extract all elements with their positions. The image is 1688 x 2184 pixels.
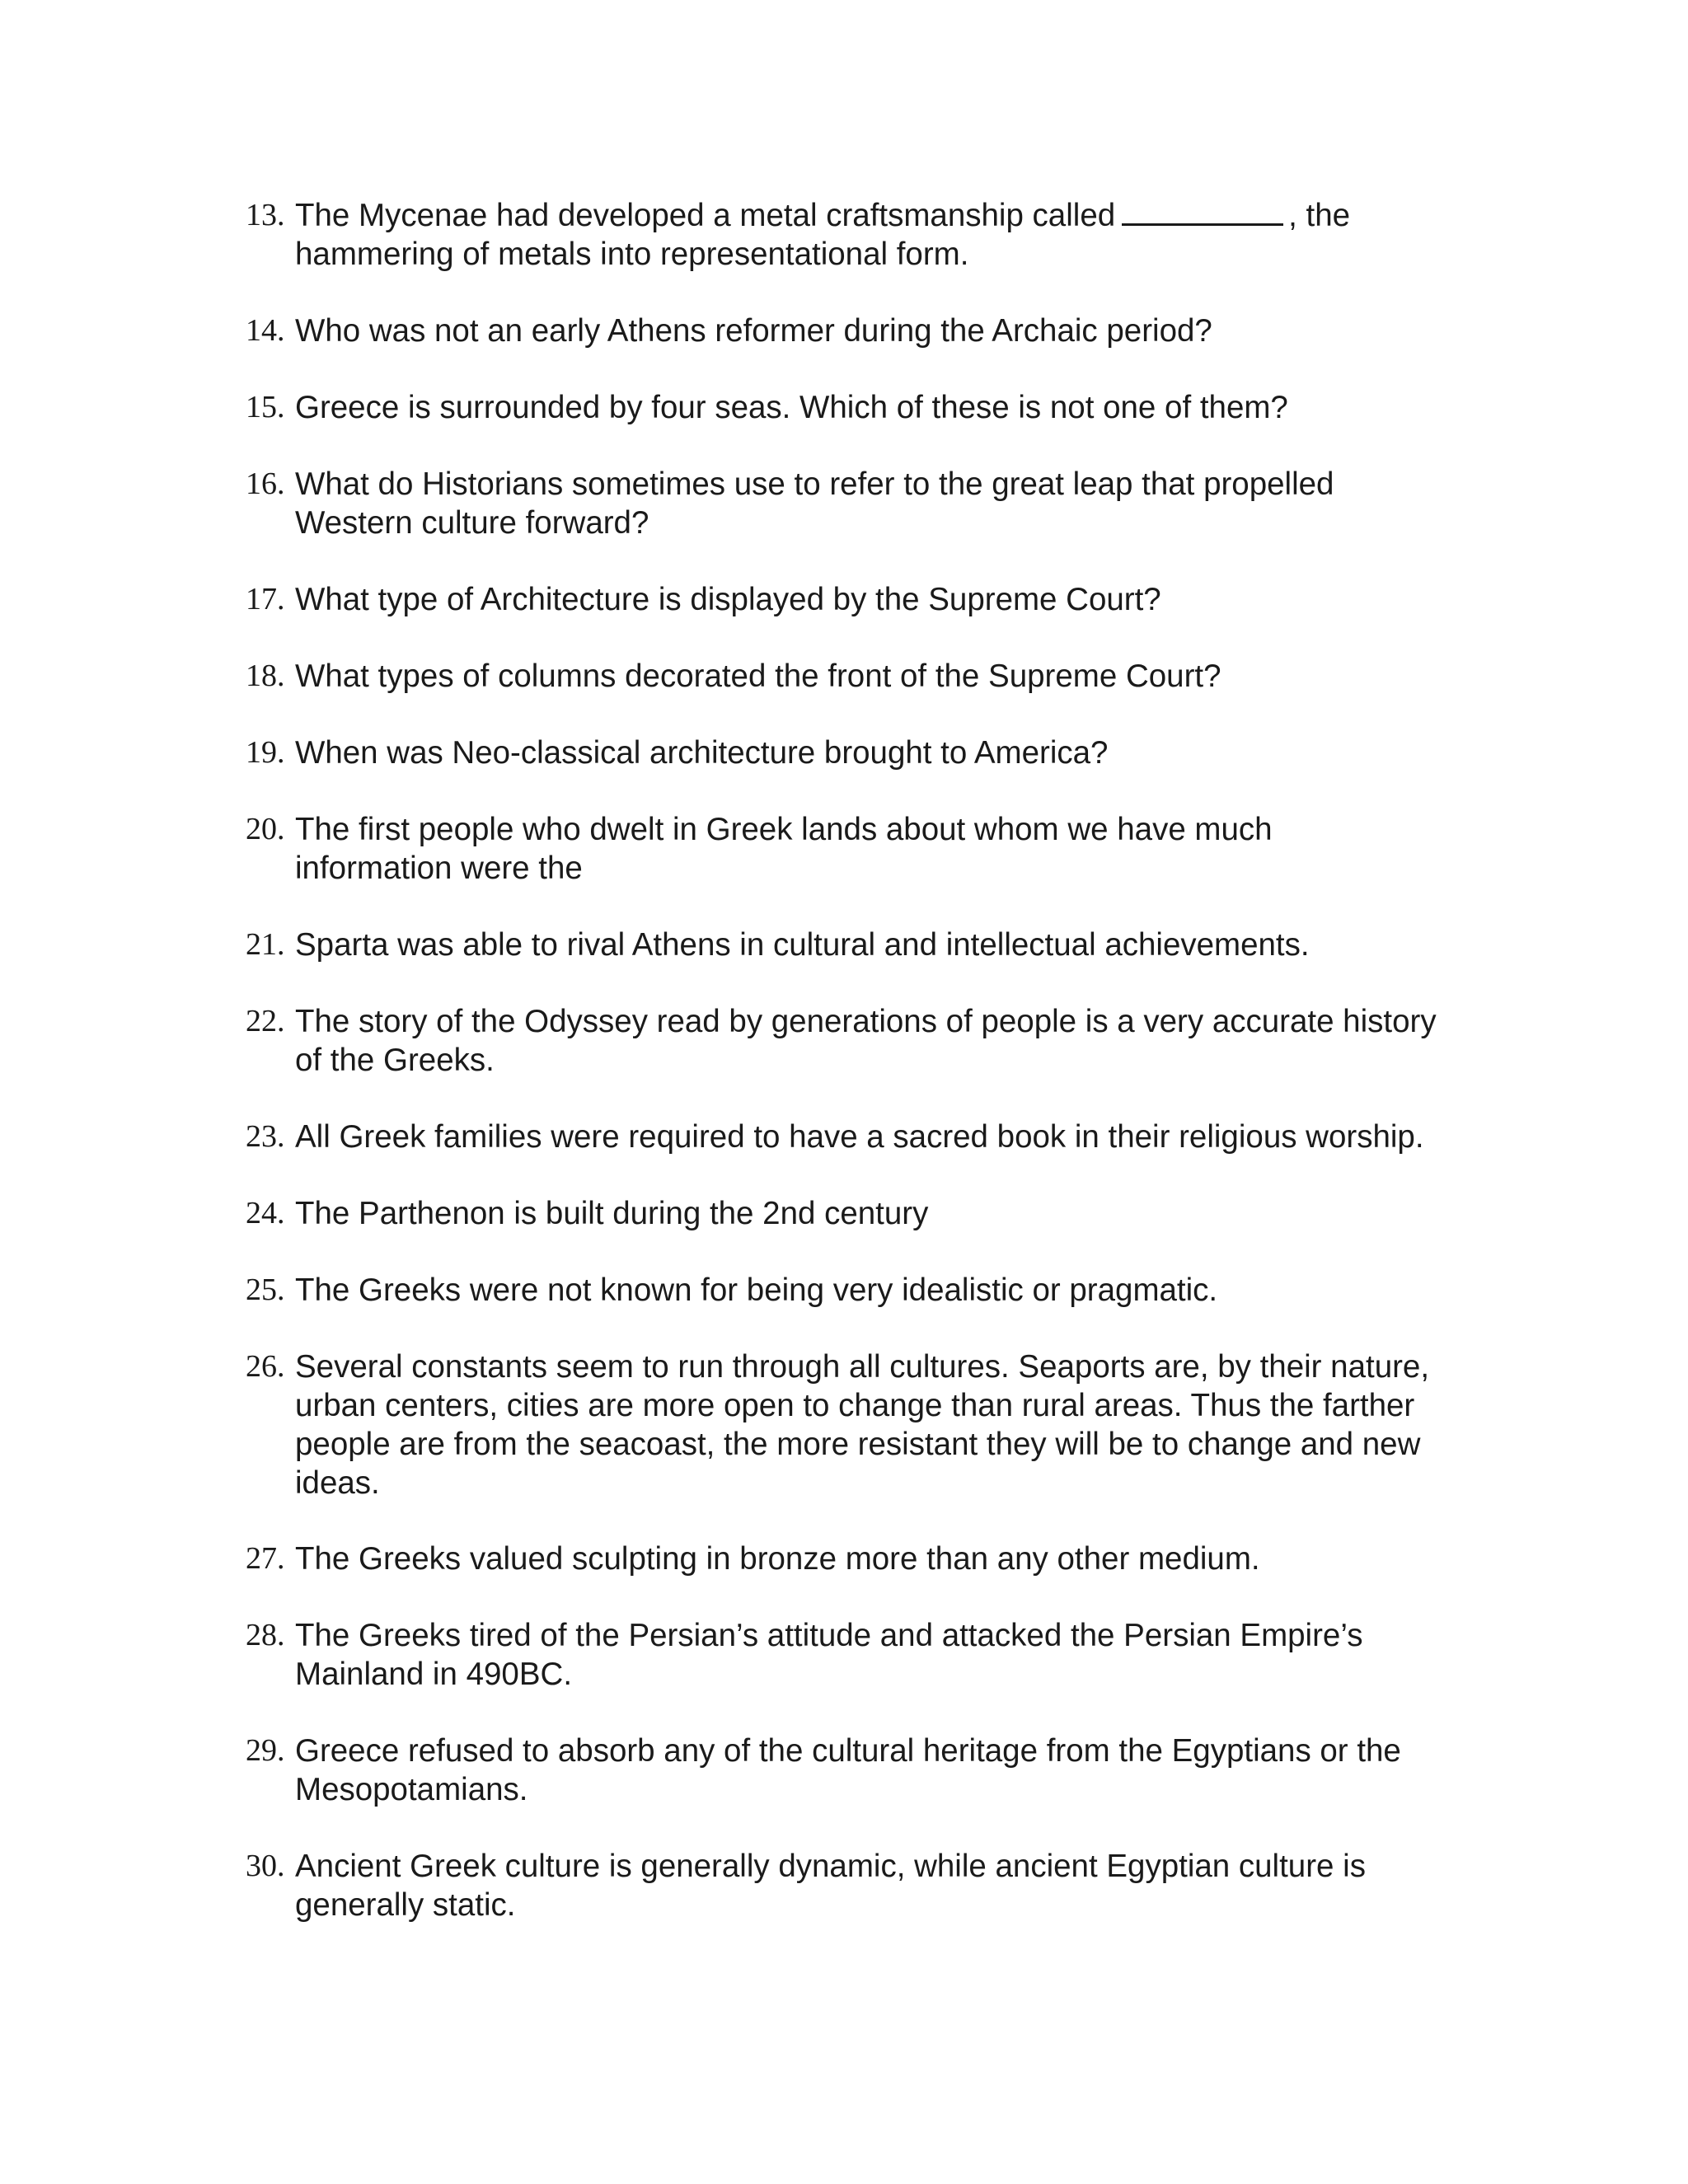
question-text [295,388,1474,427]
question-text [295,1616,1474,1694]
question-line: What do Historians sometimes use to refer to the great leap that propelled [295,466,1334,502]
question-text [295,657,1474,696]
question-text [295,1347,1474,1502]
question-number: 16. [246,466,285,501]
question-line: Ancient Greek culture is generally dynamic, while ancient Egyptian culture is [295,1849,1366,1884]
question-number: 29. [246,1733,285,1768]
question-text [295,465,1474,542]
question-line: Western culture forward? [295,505,649,541]
question-line: hammering of metals into representational form. [295,237,969,272]
question-line: Who was not an early Athens reformer during the Archaic period? [295,313,1212,349]
question-number: 30. [246,1849,285,1883]
question-number: 21. [246,927,285,962]
question-number: 23. [246,1119,285,1154]
question-line: Several constants seem to run through all cultures. Seaports are, by their nature, [295,1349,1430,1385]
question-text [295,1118,1474,1156]
question-line: of the Greeks. [295,1043,495,1078]
question-text [295,1271,1474,1310]
question-line: When was Neo-classical architecture brought to America? [295,735,1109,771]
question-line: The Greeks tired of the Persian’s attitude and attacked the Persian Empire’s [295,1618,1363,1653]
question-number: 28. [246,1618,285,1652]
question-text [295,196,1474,274]
question-text [295,810,1474,888]
question-line: The story of the Odyssey read by generations of people is a very accurate history [295,1004,1437,1039]
question-line-suffix: , the [1288,198,1351,233]
question-text [295,1540,1474,1578]
question-line: Greece refused to absorb any of the cultural heritage from the Egyptians or the [295,1733,1401,1769]
question-text [295,1732,1474,1809]
question-number: 27. [246,1541,285,1576]
question-text [295,580,1474,619]
question-text [295,312,1474,350]
question-line-text: The Mycenae had developed a metal craftsmanship called [295,198,1116,233]
question-number: 15. [246,390,285,424]
question-line: What types of columns decorated the front of the Supreme Court? [295,658,1221,694]
question-text [295,1847,1474,1924]
question-line: people are from the seacoast, the more resistant they will be to change and new [295,1427,1421,1462]
question-number: 25. [246,1272,285,1307]
question-line: ideas. [295,1465,380,1501]
question-line: All Greek families were required to have a sacred book in their religious worship. [295,1119,1424,1155]
question-line: The Greeks were not known for being very idealistic or pragmatic. [295,1272,1218,1308]
question-line: urban centers, cities are more open to change than rural areas. Thus the farther [295,1388,1415,1423]
question-number: 18. [246,658,285,693]
answer-blank [1122,199,1283,226]
question-number: 26. [246,1349,285,1384]
question-number: 14. [246,313,285,348]
question-text [295,926,1474,964]
question-line [295,196,1474,235]
question-line: Mesopotamians. [295,1772,528,1807]
question-text [295,1002,1474,1080]
question-line: The Greeks valued sculpting in bronze more than any other medium. [295,1541,1260,1577]
question-line: Sparta was able to rival Athens in cultural and intellectual achievements. [295,927,1310,963]
question-line: Greece is surrounded by four seas. Which of these is not one of them? [295,390,1288,425]
question-number: 19. [246,735,285,770]
question-line: information were the [295,851,583,886]
question-line: The first people who dwelt in Greek lands about whom we have much [295,812,1273,847]
question-text [295,1194,1474,1233]
question-number: 13. [246,198,285,232]
question-line: Mainland in 490BC. [295,1657,573,1692]
question-number: 20. [246,812,285,846]
question-number: 17. [246,582,285,616]
question-line: The Parthenon is built during the 2nd century [295,1196,929,1231]
question-line: What type of Architecture is displayed by the Supreme Court? [295,582,1161,617]
question-number: 24. [246,1196,285,1230]
question-number: 22. [246,1004,285,1038]
question-line: generally static. [295,1887,516,1923]
question-text [295,733,1474,772]
